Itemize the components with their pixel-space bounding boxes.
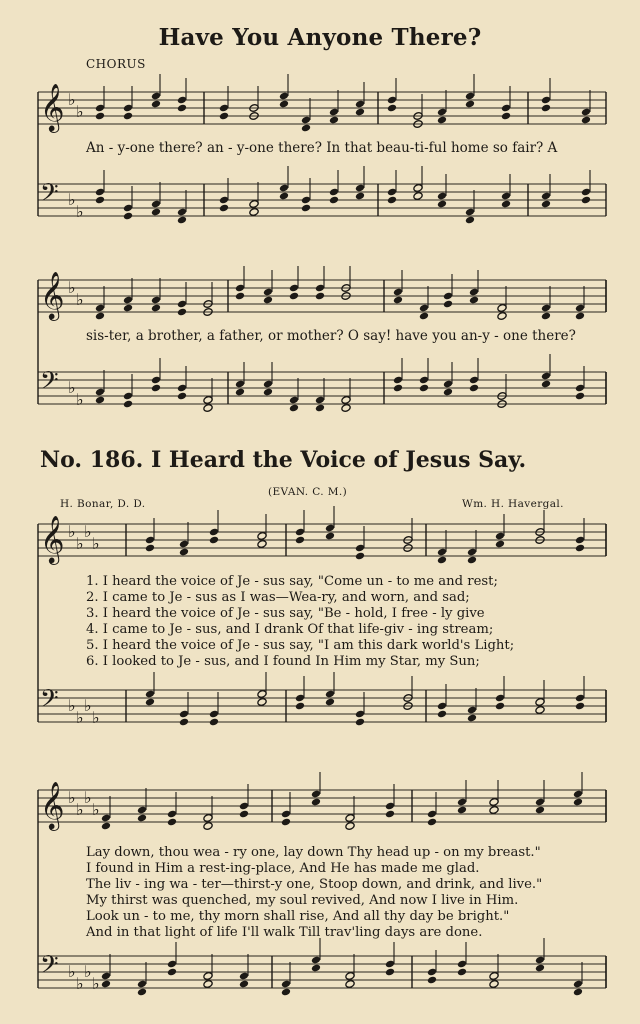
note-head [295,536,305,545]
note-head [419,384,429,393]
flat-icon: ♭ [76,973,84,993]
note-head [575,702,585,711]
flat-icon: ♭ [84,961,92,981]
flat-icon: ♭ [76,389,84,409]
note-head [95,112,105,121]
note-head [203,404,213,413]
chorus-lyric-line-2: sis-ter, a brother, a father, or mother? O say! have you an-y - one there? [86,328,576,344]
flat-icon: ♭ [68,377,76,397]
note-head [465,216,475,225]
treble-clef-icon: 𝄞 [40,779,65,829]
note-head [581,116,591,125]
note-head [465,100,475,109]
flat-icon: ♭ [68,695,76,715]
note-head [437,556,447,565]
verse-line: 5. I heard the voice of Je - sus say, "I am this dark world's Light; [86,638,515,653]
note-head [249,208,259,217]
note-head [581,196,591,205]
verse-line: Look un - to me, thy morn shall rise, And all thy day be bright." [86,909,510,924]
note-head [95,196,105,205]
note-head [573,988,583,997]
note-head [177,308,187,317]
note-head [437,116,447,125]
note-head [295,702,305,711]
note-head [489,980,499,989]
flat-icon: ♭ [76,533,84,553]
note-head [209,536,219,545]
note-head [219,112,229,121]
bass-clef-icon: 𝄢 [40,949,59,984]
bass-clef-icon: 𝄢 [40,177,59,212]
note-head [413,192,423,201]
note-head [101,980,111,989]
flat-icon: ♭ [68,189,76,209]
flat-icon: ♭ [68,89,76,109]
note-head [575,312,585,321]
note-head [341,404,351,413]
note-head [457,806,467,815]
note-head [209,718,219,727]
note-head [501,200,511,209]
flat-icon: ♭ [92,707,100,727]
verse-line: 2. I came to Je - sus as I was—Wea-ry, and worn, and sad; [86,590,470,605]
flat-icon: ♭ [84,521,92,541]
note-head [167,968,177,977]
note-head [535,706,545,715]
note-head [167,818,177,827]
note-head [495,540,505,549]
verse-line: And in that light of life I'll walk Till trav'ling days are done. [86,925,483,940]
note-head [457,968,467,977]
note-head [289,292,299,301]
note-head [151,100,161,109]
note-head [387,196,397,205]
chorus-lyric-line-1: An - y-one there? an - y-one there? In that beau-ti-ful home so fair? A [86,140,558,156]
flat-icon: ♭ [76,707,84,727]
note-head [177,104,187,113]
verses-part-2 [86,845,542,941]
note-head [301,204,311,213]
note-head [355,192,365,201]
note-head [235,292,245,301]
note-head [345,980,355,989]
note-head [315,292,325,301]
flat-icon: ♭ [76,799,84,819]
flat-icon: ♭ [92,533,100,553]
flat-icon: ♭ [76,289,84,309]
note-head [137,988,147,997]
note-head [203,980,213,989]
note-head [239,980,249,989]
note-head [137,814,147,823]
verse-line: 4. I came to Je - sus, and I drank Of that life-giv - ing stream; [86,622,494,637]
note-head [495,702,505,711]
note-head [541,380,551,389]
flat-icon: ♭ [68,787,76,807]
note-head [145,698,155,707]
verse-line: I found in Him a rest-ing-place, And He has made me glad. [86,861,480,876]
tune-name: (EVAN. C. M.) [268,486,348,498]
flat-icon: ♭ [68,277,76,297]
treble-clef-icon: 𝄞 [40,81,65,131]
note-head [177,392,187,401]
hymn-title: Have You Anyone There? [158,24,482,51]
note-head [573,798,583,807]
bass-clef-icon: 𝄢 [40,683,59,718]
note-head [101,822,111,831]
note-head [535,806,545,815]
hymn-number-title: No. 186. I Heard the Voice of Jesus Say. [40,447,527,473]
flat-icon: ♭ [92,973,100,993]
note-head [301,124,311,133]
note-head [151,384,161,393]
note-head [239,810,249,819]
note-head [263,388,273,397]
note-head [393,296,403,305]
note-head [385,968,395,977]
note-head [123,212,133,221]
note-head [387,104,397,113]
note-head [151,304,161,313]
note-head [311,964,321,973]
verse-line: 1. I heard the voice of Je - sus say, "Come un - to me and rest; [86,574,498,589]
note-head [575,392,585,401]
note-head [355,552,365,561]
note-head [123,304,133,313]
note-head [95,396,105,405]
note-head [279,100,289,109]
note-head [179,548,189,557]
note-head [427,818,437,827]
note-head [535,964,545,973]
note-head [263,296,273,305]
note-head [469,384,479,393]
note-head [315,404,325,413]
bass-clef-icon: 𝄢 [40,365,59,400]
note-head [281,818,291,827]
note-head [279,192,289,201]
note-head [177,216,187,225]
note-head [203,822,213,831]
note-head [489,806,499,815]
note-head [355,718,365,727]
note-head [329,116,339,125]
section-label: CHORUS [86,57,146,71]
note-head [541,104,551,113]
note-head [467,714,477,723]
note-head [325,532,335,541]
verse-line: The liv - ing wa - ter—thirst-y one, Stoop down, and drink, and live." [86,877,543,892]
note-head [257,540,267,549]
note-head [123,112,133,121]
note-head [95,312,105,321]
note-head [541,200,551,209]
flat-icon: ♭ [68,961,76,981]
note-head [575,544,585,553]
note-head [385,810,395,819]
note-head [345,822,355,831]
verse-line: Lay down, thou wea - ry one, lay down Thy head up - on my breast." [86,845,541,860]
note-head [325,698,335,707]
note-head [281,988,291,997]
verse-line: My thirst was quenched, my soul revived, And now I live in Him. [86,893,519,908]
note-head [427,976,437,985]
treble-clef-icon: 𝄞 [40,269,65,319]
note-head [437,710,447,719]
flat-icon: ♭ [68,521,76,541]
note-head [467,556,477,565]
note-head [443,388,453,397]
flat-icon: ♭ [76,201,84,221]
note-head [289,404,299,413]
flat-icon: ♭ [76,101,84,121]
note-head [497,312,507,321]
note-head [151,208,161,217]
note-head [257,698,267,707]
note-head [219,204,229,213]
verse-line: 6. I looked to Je - sus, and I found In Him my Star, my Sun; [86,654,480,669]
flat-icon: ♭ [92,799,100,819]
flat-icon: ♭ [84,787,92,807]
note-head [311,798,321,807]
note-head [145,544,155,553]
note-head [355,108,365,117]
treble-clef-icon: 𝄞 [40,513,65,563]
note-head [329,196,339,205]
note-head [393,384,403,393]
verses-part-1 [86,574,514,670]
note-head [419,312,429,321]
note-head [179,718,189,727]
verse-line: 3. I heard the voice of Je - sus say, "Be - hold, I free - ly give [86,606,485,621]
note-head [469,296,479,305]
composer-credit: Wm. H. Havergal. [462,498,564,510]
note-head [541,312,551,321]
note-head [443,300,453,309]
note-head [235,388,245,397]
flat-icon: ♭ [84,695,92,715]
note-head [123,400,133,409]
note-head [501,112,511,121]
author-credit: H. Bonar, D. D. [60,498,146,510]
note-head [437,200,447,209]
